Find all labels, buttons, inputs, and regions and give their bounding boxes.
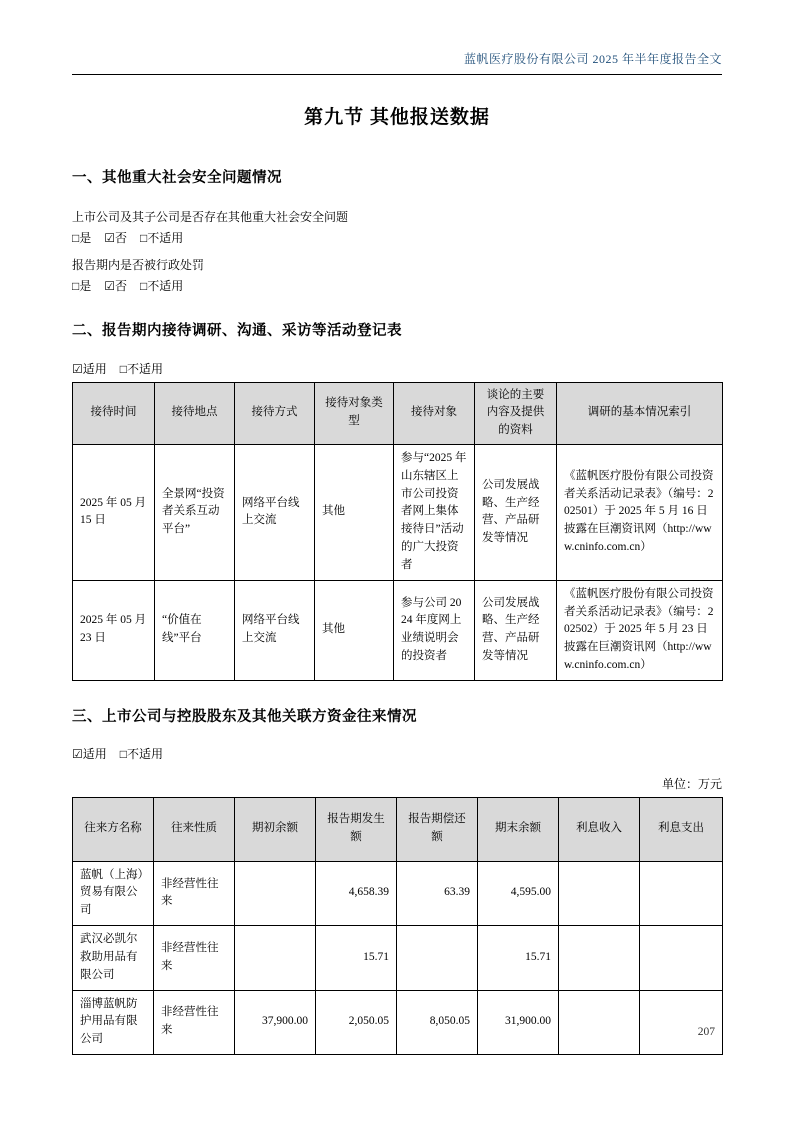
section1-question2-options xyxy=(72,277,722,295)
table-cell: 63.39 xyxy=(397,861,478,925)
table-cell: 非经营性往来 xyxy=(154,990,235,1054)
table-header-row xyxy=(73,382,723,444)
section1-question2: 报告期内是否被行政处罚 xyxy=(72,258,205,273)
checkbox-option-not-applicable: □不适用 xyxy=(119,361,164,376)
table-cell: 《蓝帆医疗股份有限公司投资者关系活动记录表》（编号：202502）于 2025 年 5 月 23 日披露在巨潮资讯网（http://www.cninfo.com.cn） xyxy=(557,580,723,680)
table-cell xyxy=(397,926,478,990)
table-cell: 其他 xyxy=(315,445,394,581)
table-cell: 参与公司 2024 年度网上业绩说明会的投资者 xyxy=(394,580,475,680)
doc-header xyxy=(72,0,722,66)
section1-heading: 一、其他重大社会安全问题情况 xyxy=(72,169,282,186)
table-header-row xyxy=(73,797,723,861)
table-row xyxy=(73,990,723,1054)
column-header: 接待时间 xyxy=(73,382,155,444)
table-cell xyxy=(640,926,723,990)
column-header: 利息支出 xyxy=(640,797,723,861)
table-cell: 非经营性往来 xyxy=(154,926,235,990)
checkbox-option-yes: □是 xyxy=(72,279,92,294)
table-cell: 37,900.00 xyxy=(235,990,316,1054)
table-cell: 网络平台线上交流 xyxy=(235,580,315,680)
checkbox-option-no: ☑否 xyxy=(104,279,128,294)
table-cell: 全景网“投资者关系互动平台” xyxy=(155,445,235,581)
table-cell: 公司发展战略、生产经营、产品研发等情况 xyxy=(475,445,557,581)
section2-heading: 二、报告期内接待调研、沟通、采访等活动登记表 xyxy=(72,323,402,340)
table-cell: 非经营性往来 xyxy=(154,861,235,925)
column-header: 接待方式 xyxy=(235,382,315,444)
table-cell: 31,900.00 xyxy=(478,990,559,1054)
table-cell: 2,050.05 xyxy=(316,990,397,1054)
table-cell: 网络平台线上交流 xyxy=(235,445,315,581)
related-party-funds-table xyxy=(72,797,723,1055)
table-cell: 2025 年 05 月 23 日 xyxy=(73,580,155,680)
column-header: 期初余额 xyxy=(235,797,316,861)
section3-applicability xyxy=(72,745,722,763)
table-cell: 4,595.00 xyxy=(478,861,559,925)
checkbox-option-na: □不适用 xyxy=(140,231,184,246)
reception-activity-table xyxy=(72,382,723,681)
table-cell: 8,050.05 xyxy=(397,990,478,1054)
column-header: 接待地点 xyxy=(155,382,235,444)
column-header: 接待对象 xyxy=(394,382,475,444)
table-cell: “价值在线”平台 xyxy=(155,580,235,680)
column-header: 谈论的主要内容及提供的资料 xyxy=(475,382,557,444)
table-cell: 4,658.39 xyxy=(316,861,397,925)
table-cell xyxy=(559,861,640,925)
table-cell: 2025 年 05 月 15 日 xyxy=(73,445,155,581)
table-cell: 公司发展战略、生产经营、产品研发等情况 xyxy=(475,580,557,680)
column-header: 往来性质 xyxy=(154,797,235,861)
checkbox-option-no: ☑否 xyxy=(104,231,128,246)
table-cell xyxy=(559,990,640,1054)
column-header: 接待对象类型 xyxy=(315,382,394,444)
column-header: 报告期偿还额 xyxy=(397,797,478,861)
table-cell xyxy=(559,926,640,990)
column-header: 利息收入 xyxy=(559,797,640,861)
section1-question1: 上市公司及其子公司是否存在其他重大社会安全问题 xyxy=(72,210,349,225)
page-title: 第九节 其他报送数据 xyxy=(304,107,490,129)
column-header: 调研的基本情况索引 xyxy=(557,382,723,444)
table-cell: 参与“2025 年山东辖区上市公司投资者网上集体接待日”活动的广大投资者 xyxy=(394,445,475,581)
column-header: 往来方名称 xyxy=(73,797,154,861)
column-header: 期末余额 xyxy=(478,797,559,861)
section3-heading: 三、上市公司与控股股东及其他关联方资金往来情况 xyxy=(72,708,417,725)
table-cell: 15.71 xyxy=(478,926,559,990)
checkbox-option-applicable: ☑适用 xyxy=(72,747,107,762)
table-row xyxy=(73,580,723,680)
table-cell: 15.71 xyxy=(316,926,397,990)
doc-header-title: 蓝帆医疗股份有限公司 2025 年半年度报告全文 xyxy=(463,52,722,66)
table-cell: 蓝帆（上海）贸易有限公司 xyxy=(73,861,154,925)
checkbox-option-na: □不适用 xyxy=(140,279,184,294)
checkbox-option-yes: □是 xyxy=(72,231,92,246)
table-cell: 其他 xyxy=(315,580,394,680)
checkbox-option-not-applicable: □不适用 xyxy=(119,747,164,762)
page-number: 207 xyxy=(697,1026,715,1038)
table-cell xyxy=(640,990,723,1054)
section1-question1-options xyxy=(72,229,722,247)
column-header: 报告期发生额 xyxy=(316,797,397,861)
table-cell: 武汉必凯尔救助用品有限公司 xyxy=(73,926,154,990)
table-cell: 淄博蓝帆防护用品有限公司 xyxy=(73,990,154,1054)
table-row xyxy=(73,445,723,581)
unit-label: 单位：万元 xyxy=(661,777,722,792)
table-cell xyxy=(235,926,316,990)
table-cell xyxy=(640,861,723,925)
table-row xyxy=(73,861,723,925)
header-divider xyxy=(72,74,722,75)
checkbox-option-applicable: ☑适用 xyxy=(72,361,107,376)
section2-applicability xyxy=(72,360,722,378)
table-cell xyxy=(235,861,316,925)
table-cell: 《蓝帆医疗股份有限公司投资者关系活动记录表》（编号：202501）于 2025 年 5 月 16 日披露在巨潮资讯网（http://www.cninfo.com.cn） xyxy=(557,445,723,581)
table-row xyxy=(73,926,723,990)
